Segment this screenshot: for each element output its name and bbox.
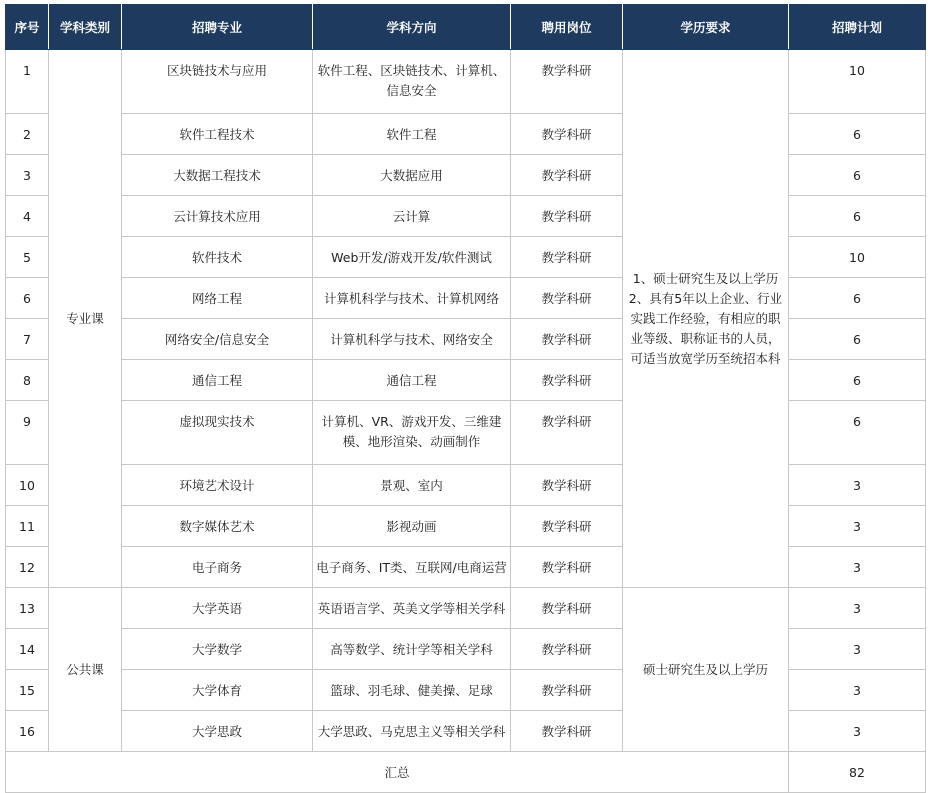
cell-post: 教学科研 — [511, 155, 623, 196]
cell-plan: 3 — [789, 506, 926, 547]
cell-major: 区块链技术与应用 — [122, 50, 313, 114]
cell-major: 软件工程技术 — [122, 114, 313, 155]
header-no: 序号 — [6, 5, 49, 50]
cell-major: 数字媒体艺术 — [122, 506, 313, 547]
category-public: 公共课 — [49, 588, 122, 752]
cell-direction: 云计算 — [313, 196, 511, 237]
cell-direction: 大数据应用 — [313, 155, 511, 196]
cell-direction: 电子商务、IT类、互联网/电商运营 — [313, 547, 511, 588]
cell-post: 教学科研 — [511, 237, 623, 278]
cell-direction: 影视动画 — [313, 506, 511, 547]
header-major: 招聘专业 — [122, 5, 313, 50]
cell-post: 教学科研 — [511, 278, 623, 319]
cell-post: 教学科研 — [511, 319, 623, 360]
header-education: 学历要求 — [623, 5, 789, 50]
cell-plan: 6 — [789, 278, 926, 319]
cell-direction: 英语语言学、英美文学等相关学科 — [313, 588, 511, 629]
cell-post: 教学科研 — [511, 547, 623, 588]
cell-post: 教学科研 — [511, 401, 623, 465]
cell-plan: 6 — [789, 319, 926, 360]
cell-post: 教学科研 — [511, 360, 623, 401]
table-row — [6, 50, 926, 114]
category-professional: 专业课 — [49, 50, 122, 588]
education-line-2: 2、具有5年以上企业、行业实践工作经验，有相应的职业等级、职称证书的人员，可适当放宽学历至统招本科 — [628, 290, 783, 366]
cell-no: 7 — [6, 319, 49, 360]
cell-plan: 3 — [789, 547, 926, 588]
cell-major: 软件技术 — [122, 237, 313, 278]
cell-major: 网络工程 — [122, 278, 313, 319]
cell-no: 16 — [6, 711, 49, 752]
cell-direction: 计算机科学与技术、计算机网络 — [313, 278, 511, 319]
cell-no: 5 — [6, 237, 49, 278]
cell-major: 网络安全/信息安全 — [122, 319, 313, 360]
cell-direction: 计算机、VR、游戏开发、三维建模、地形渲染、动画制作 — [313, 401, 511, 465]
cell-no: 3 — [6, 155, 49, 196]
cell-no: 8 — [6, 360, 49, 401]
cell-post: 教学科研 — [511, 465, 623, 506]
cell-post: 教学科研 — [511, 114, 623, 155]
cell-direction: 篮球、羽毛球、健美操、足球 — [313, 670, 511, 711]
cell-plan: 6 — [789, 360, 926, 401]
cell-plan: 3 — [789, 670, 926, 711]
cell-no: 14 — [6, 629, 49, 670]
header-category: 学科类别 — [49, 5, 122, 50]
cell-direction: 软件工程 — [313, 114, 511, 155]
cell-direction: Web开发/游戏开发/软件测试 — [313, 237, 511, 278]
education-public: 硕士研究生及以上学历 — [623, 588, 789, 752]
education-line-1: 1、硕士研究生及以上学历 — [632, 270, 779, 286]
cell-major: 通信工程 — [122, 360, 313, 401]
cell-plan: 6 — [789, 155, 926, 196]
cell-direction: 景观、室内 — [313, 465, 511, 506]
education-professional — [623, 50, 789, 588]
cell-major: 电子商务 — [122, 547, 313, 588]
cell-plan: 3 — [789, 588, 926, 629]
cell-no: 13 — [6, 588, 49, 629]
cell-major: 云计算技术应用 — [122, 196, 313, 237]
cell-no: 6 — [6, 278, 49, 319]
cell-post: 教学科研 — [511, 670, 623, 711]
cell-major: 虚拟现实技术 — [122, 401, 313, 465]
cell-direction: 大学思政、马克思主义等相关学科 — [313, 711, 511, 752]
cell-no: 9 — [6, 401, 49, 465]
table-row — [6, 588, 926, 629]
cell-plan: 3 — [789, 711, 926, 752]
cell-post: 教学科研 — [511, 588, 623, 629]
cell-plan: 6 — [789, 114, 926, 155]
cell-major: 大数据工程技术 — [122, 155, 313, 196]
header-plan: 招聘计划 — [789, 5, 926, 50]
cell-no: 10 — [6, 465, 49, 506]
cell-no: 15 — [6, 670, 49, 711]
cell-no: 12 — [6, 547, 49, 588]
cell-plan: 6 — [789, 401, 926, 465]
cell-plan: 10 — [789, 50, 926, 114]
cell-post: 教学科研 — [511, 196, 623, 237]
total-label: 汇总 — [6, 752, 789, 793]
total-row — [6, 752, 926, 793]
cell-direction: 计算机科学与技术、网络安全 — [313, 319, 511, 360]
cell-direction: 高等数学、统计学等相关学科 — [313, 629, 511, 670]
cell-major: 大学英语 — [122, 588, 313, 629]
cell-plan: 3 — [789, 465, 926, 506]
cell-major: 大学思政 — [122, 711, 313, 752]
cell-plan: 10 — [789, 237, 926, 278]
cell-major: 环境艺术设计 — [122, 465, 313, 506]
cell-no: 11 — [6, 506, 49, 547]
cell-post: 教学科研 — [511, 629, 623, 670]
cell-plan: 3 — [789, 629, 926, 670]
cell-no: 1 — [6, 50, 49, 114]
cell-post: 教学科研 — [511, 50, 623, 114]
cell-post: 教学科研 — [511, 711, 623, 752]
header-row — [6, 5, 926, 50]
header-direction: 学科方向 — [313, 5, 511, 50]
cell-direction: 通信工程 — [313, 360, 511, 401]
cell-major: 大学体育 — [122, 670, 313, 711]
cell-post: 教学科研 — [511, 506, 623, 547]
cell-plan: 6 — [789, 196, 926, 237]
cell-no: 4 — [6, 196, 49, 237]
cell-major: 大学数学 — [122, 629, 313, 670]
total-value: 82 — [789, 752, 926, 793]
header-post: 聘用岗位 — [511, 5, 623, 50]
cell-no: 2 — [6, 114, 49, 155]
recruitment-table — [5, 4, 926, 793]
cell-direction: 软件工程、区块链技术、计算机、信息安全 — [313, 50, 511, 114]
